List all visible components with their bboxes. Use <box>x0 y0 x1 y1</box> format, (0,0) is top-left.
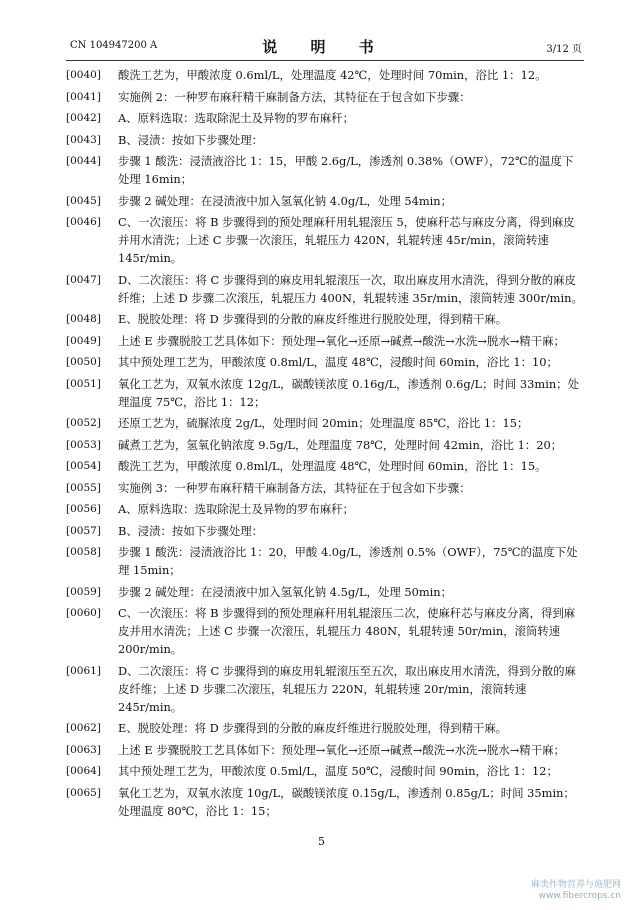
paragraph <box>66 604 584 658</box>
watermark-url: www.fibercrops.cn <box>538 891 621 901</box>
paragraph-number: [0043] <box>66 133 101 146</box>
paragraph <box>66 310 584 328</box>
paragraph <box>66 500 584 518</box>
paragraph-text: 步骤 1 酸洗：浸渍液浴比 1：15，甲酸 2.6g/L，渗透剂 0.38%（OWF），72℃的温度下处理 16min； <box>118 154 574 186</box>
header-divider <box>66 60 584 61</box>
paragraph-text: 实施例 2：一种罗布麻秆精干麻制备方法，其特征在于包含如下步骤： <box>118 89 471 104</box>
paragraph-number: [0057] <box>66 524 101 537</box>
document-body <box>66 66 584 823</box>
paragraph-number: [0064] <box>66 765 101 777</box>
paragraph-number: [0046] <box>66 216 101 228</box>
paragraph-number: [0044] <box>66 155 101 167</box>
paragraph-number: [0053] <box>66 438 101 451</box>
page-header <box>66 36 584 60</box>
paragraph <box>66 436 584 454</box>
paragraph-number: [0058] <box>66 546 101 558</box>
paragraph-number: [0055] <box>66 481 101 494</box>
paragraph <box>66 66 584 84</box>
paragraph <box>66 583 584 601</box>
paragraph <box>66 213 584 267</box>
paragraph <box>66 152 584 188</box>
paragraph <box>66 457 584 475</box>
paragraph-text: 碱煮工艺为，氢氧化钠浓度 9.5g/L，处理温度 78℃，处理时间 42min，浴比 1：20； <box>118 437 563 452</box>
document-title: 说 明 书 <box>262 38 388 56</box>
paragraph-text: 氧化工艺为，双氧水浓度 10g/L，碳酸镁浓度 0.15g/L，渗透剂 0.85g/L；时间 35min；处理温度 80℃，浴比 1：15； <box>118 785 575 818</box>
paragraph-number: [0040] <box>66 69 101 81</box>
paragraph-number: [0051] <box>66 377 101 390</box>
paragraph-number: [0059] <box>66 585 101 598</box>
paragraph-number: [0060] <box>66 607 101 619</box>
patent-number: CN 104947200 A <box>70 40 158 51</box>
paragraph-number: [0047] <box>66 273 101 286</box>
paragraph-number: [0052] <box>66 417 101 429</box>
paragraph-text: 上述 E 步骤脱胶工艺具体如下：预处理→氧化→还原→碱煮→酸洗→水洗→脱水→精干麻； <box>118 333 565 348</box>
paragraph-text: 步骤 2 碱处理：在浸渍液中加入氢氧化钠 4.0g/L，处理 54min； <box>118 193 453 208</box>
paragraph <box>66 522 584 540</box>
paragraph <box>66 271 584 307</box>
paragraph-number: [0049] <box>66 334 101 347</box>
paragraph <box>66 719 584 737</box>
paragraph-number: [0050] <box>66 356 101 368</box>
paragraph-text: 酸洗工艺为，甲酸浓度 0.8ml/L，处理温度 48℃，处理时间 60min，浴比 1：15。 <box>118 459 547 473</box>
paragraph-number: [0042] <box>66 112 101 124</box>
paragraph <box>66 192 584 210</box>
paragraph <box>66 88 584 106</box>
paragraph-text: E、脱胶处理：将 D 步骤得到的分散的麻皮纤维进行脱胶处理，得到精干麻。 <box>118 312 508 326</box>
paragraph-text: D、二次滚压：将 C 步骤得到的麻皮用轧辊滚压一次，取出麻皮用水清洗，得到分散的麻皮纤维；上述 D 步骤二次滚压，轧辊压力 400N，轧辊转速 35r/min，滚筒转速 300r/min。 <box>118 272 583 305</box>
paragraph-text: 步骤 2 碱处理：在浸渍液中加入氢氧化钠 4.5g/L，处理 50min； <box>118 584 453 599</box>
paragraph-number: [0045] <box>66 194 101 207</box>
paragraph-number: [0061] <box>66 664 101 677</box>
paragraph-text: A、原料选取：选取除泥土及异物的罗布麻秆； <box>118 111 355 125</box>
paragraph <box>66 662 584 716</box>
paragraph <box>66 741 584 759</box>
page-indicator: 3/12 页 <box>546 44 582 55</box>
paragraph-number: [0041] <box>66 90 101 103</box>
paragraph-number: [0048] <box>66 313 101 325</box>
paragraph-text: 上述 E 步骤脱胶工艺具体如下：预处理→氧化→还原→碱煮→酸洗→水洗→脱水→精干麻； <box>118 742 565 757</box>
paragraph <box>66 332 584 350</box>
paragraph-text: D、二次滚压：将 C 步骤得到的麻皮用轧辊滚压至五次，取出麻皮用水清洗，得到分散的麻皮纤维；上述 D 步骤二次滚压，轧辊压力 220N，轧辊转速 20r/min，滚筒转速 245r/min。 <box>118 663 576 714</box>
paragraph-number: [0063] <box>66 743 101 756</box>
paragraph-text: C、一次滚压：将 B 步骤得到的预处理麻秆用轧辊滚压二次，使麻秆芯与麻皮分离，得到麻皮并用水清洗；上述 C 步骤一次滚压，轧辊压力 480N，轧辊转速 50r/min，滚筒转速 200r/min。 <box>118 606 576 656</box>
paragraph-number: [0056] <box>66 503 101 515</box>
paragraph-text: 酸洗工艺为，甲酸浓度 0.6ml/L，处理温度 42℃，处理时间 70min，浴比 1：12。 <box>118 68 547 82</box>
paragraph-text: 实施例 3：一种罗布麻秆精干麻制备方法，其特征在于包含如下步骤： <box>118 480 471 495</box>
paragraph <box>66 353 584 371</box>
paragraph-number: [0054] <box>66 460 101 472</box>
watermark-site-name: 麻类作物营养与施肥网 <box>530 880 621 890</box>
paragraph-text: 其中预处理工艺为，甲酸浓度 0.5ml/L，温度 50℃，浸酸时间 90min，浴比 1：12； <box>118 764 558 778</box>
paragraph-text: 还原工艺为，硫脲浓度 2g/L，处理时间 20min；处理温度 85℃，浴比 1：15； <box>118 416 529 430</box>
paragraph-number: [0065] <box>66 786 101 799</box>
paragraph-text: 氧化工艺为，双氧水浓度 12g/L，碳酸镁浓度 0.16g/L，渗透剂 0.6g/L；时间 33min；处理温度 75℃，浴比 1：12； <box>118 376 579 409</box>
paragraph-text: C、一次滚压：将 B 步骤得到的预处理麻秆用轧辊滚压 5，使麻秆芯与麻皮分离，得到麻皮并用水清洗；上述 C 步骤一次滚压，轧辊压力 420N，轧辊转速 45r/min，滚筒转速 145r/min。 <box>118 215 575 265</box>
paragraph <box>66 543 584 579</box>
paragraph-text: A、原料选取：选取除泥土及异物的罗布麻秆； <box>118 502 355 516</box>
paragraph-text: 其中预处理工艺为，甲酸浓度 0.8ml/L，温度 48℃，浸酸时间 60min，浴比 1：10； <box>118 355 558 369</box>
paragraph <box>66 762 584 780</box>
paragraph-number: [0062] <box>66 722 101 734</box>
paragraph <box>66 131 584 149</box>
paragraph-text: E、脱胶处理：将 D 步骤得到的分散的麻皮纤维进行脱胶处理，得到精干麻。 <box>118 721 508 735</box>
paragraph <box>66 784 584 820</box>
paragraph <box>66 375 584 411</box>
page-number: 5 <box>318 835 325 848</box>
paragraph <box>66 414 584 432</box>
paragraph-text: 步骤 1 酸洗：浸渍液浴比 1：20，甲酸 4.0g/L，渗透剂 0.5%（OWF），75℃的温度下处理 15min； <box>118 545 578 577</box>
paragraph-text: B、浸渍：按如下步骤处理： <box>118 523 264 538</box>
paragraph <box>66 109 584 127</box>
paragraph <box>66 479 584 497</box>
paragraph-text: B、浸渍：按如下步骤处理： <box>118 132 264 147</box>
